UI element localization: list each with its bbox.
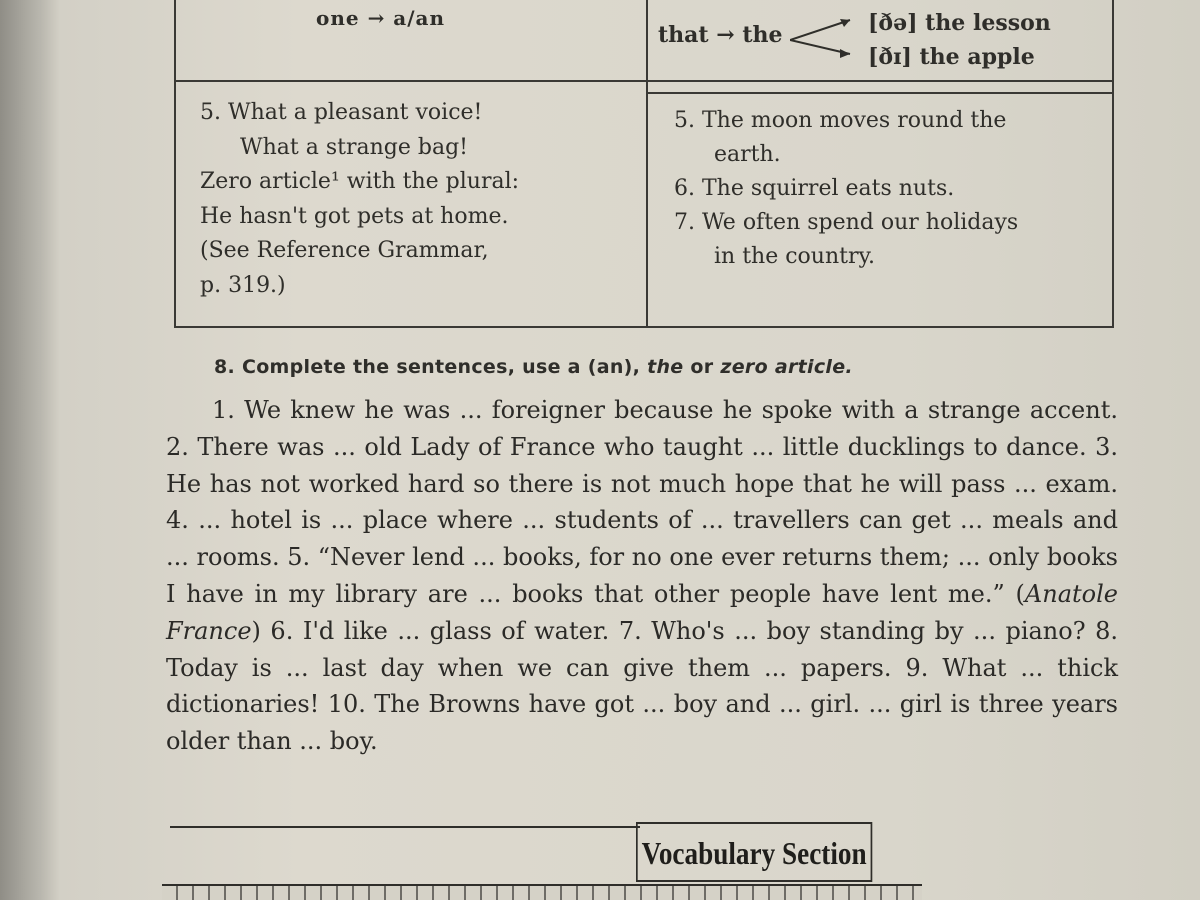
exercise-title-the: the [647, 356, 684, 378]
exercise-title [214, 356, 853, 378]
exercise-text-author: Anatole France [166, 579, 1118, 645]
exercise-title-mid: or [690, 356, 714, 378]
left-line-2: What a strange bag! [240, 134, 468, 160]
head-right-branch-2: [ðɪ] the apple [868, 44, 1035, 70]
article-rules-table [174, 0, 1114, 328]
right-line-4: 7. We often spend our holidays [674, 210, 1019, 235]
vocabulary-section-heading: Vocabulary Section [636, 822, 872, 882]
table-row-divider-2 [646, 92, 1112, 94]
exercise-text-part1: 1. We knew he was ... foreigner because he spoke with a strange accent. 2. There was ... old Lady of France who taught ... little ducklings to dance. 3. He has not worked hard so there is not much hope that he will pass ... exam. 4. ... hotel is ... place where ... students of ... travellers can get ... meals and ... rooms. 5. “Never lend ... books, for no one ever returns them; ... only books I have in my library are ... books that other people have lent me.” ( [166, 396, 1118, 608]
table-row-divider-1 [176, 80, 1112, 82]
exercise-title-zero: zero article. [720, 356, 853, 378]
left-line-6: p. 319.) [200, 272, 286, 298]
right-line-3: 6. The squirrel eats nuts. [674, 176, 955, 201]
table-head-left: one → a/an [316, 6, 446, 30]
left-line-3: Zero article¹ with the plural: [200, 169, 520, 194]
book-spine-shadow [0, 0, 40, 900]
table-left-cell [200, 96, 630, 303]
right-line-2: earth. [714, 142, 781, 167]
section-rule [170, 826, 640, 828]
left-line-1: 5. What a pleasant voice! [200, 100, 483, 125]
exercise-text [166, 392, 1118, 760]
branch-arrows-icon [790, 14, 860, 64]
table-head-right [658, 10, 1051, 70]
table-column-divider [646, 0, 648, 326]
right-line-5: in the country. [714, 244, 875, 269]
left-line-5: (See Reference Grammar, [200, 238, 489, 263]
exercise-text-part2: ) 6. I'd like ... glass of water. 7. Who's ... boy standing by ... piano? 8. Today is ... last day when we can give them ... papers. 9. What ... thick dictionaries! 10. The Browns have got ... boy and ... girl. ... girl is three years older than ... boy. [166, 616, 1118, 756]
head-right-branch-1: [ðə] the lesson [868, 10, 1051, 36]
head-right-main: that → the [658, 22, 783, 48]
left-line-4: He hasn't got pets at home. [200, 203, 509, 229]
exercise-title-prefix: 8. Complete the sentences, use a (an), [214, 356, 641, 378]
decorative-band [162, 884, 922, 900]
table-right-cell [674, 104, 1104, 274]
right-line-1: 5. The moon moves round the [674, 108, 1007, 133]
